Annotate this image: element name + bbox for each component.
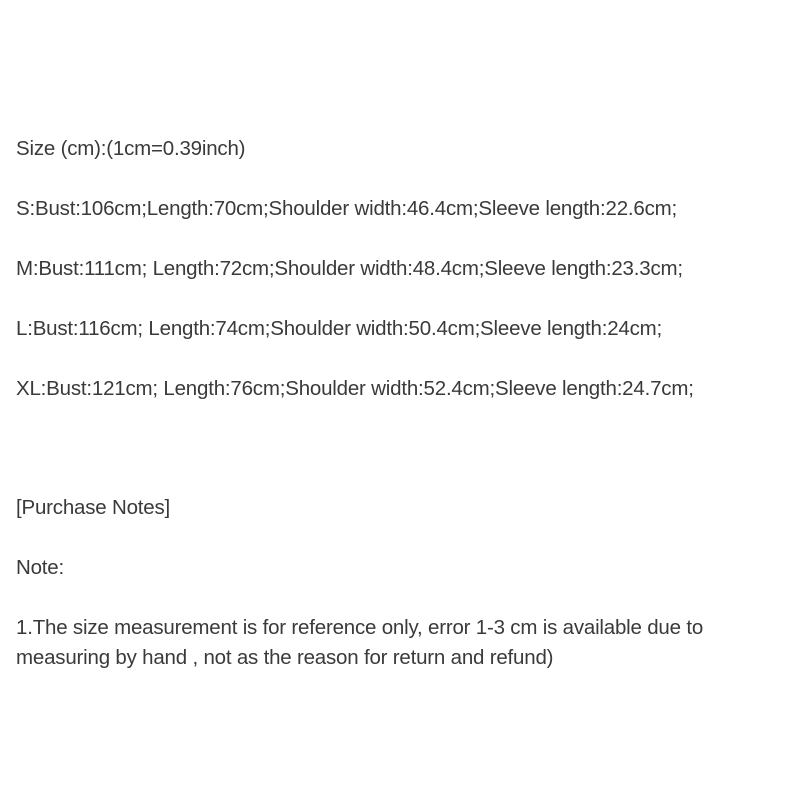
size-row-xl: XL:Bust:121cm; Length:76cm;Shoulder width:52.4cm;Sleeve length:24.7cm; — [16, 377, 694, 400]
purchase-notes-heading: [Purchase Notes] — [16, 496, 171, 519]
product-description — [16, 0, 786, 800]
size-row-m: M:Bust:111cm; Length:72cm;Shoulder width:48.4cm;Sleeve length:23.3cm; — [16, 257, 683, 280]
size-row-l: L:Bust:116cm; Length:74cm;Shoulder width:50.4cm;Sleeve length:24cm; — [16, 317, 663, 340]
size-row-s: S:Bust:106cm;Length:70cm;Shoulder width:46.4cm;Sleeve length:22.6cm; — [16, 197, 678, 220]
note-item-1: 1.The size measurement is for reference only, error 1-3 cm is available due to measuring by hand , not as the reason for return and refund) — [16, 616, 704, 669]
note-label: Note: — [16, 556, 64, 579]
size-chart-header: Size (cm):(1cm=0.39inch) — [16, 137, 246, 160]
